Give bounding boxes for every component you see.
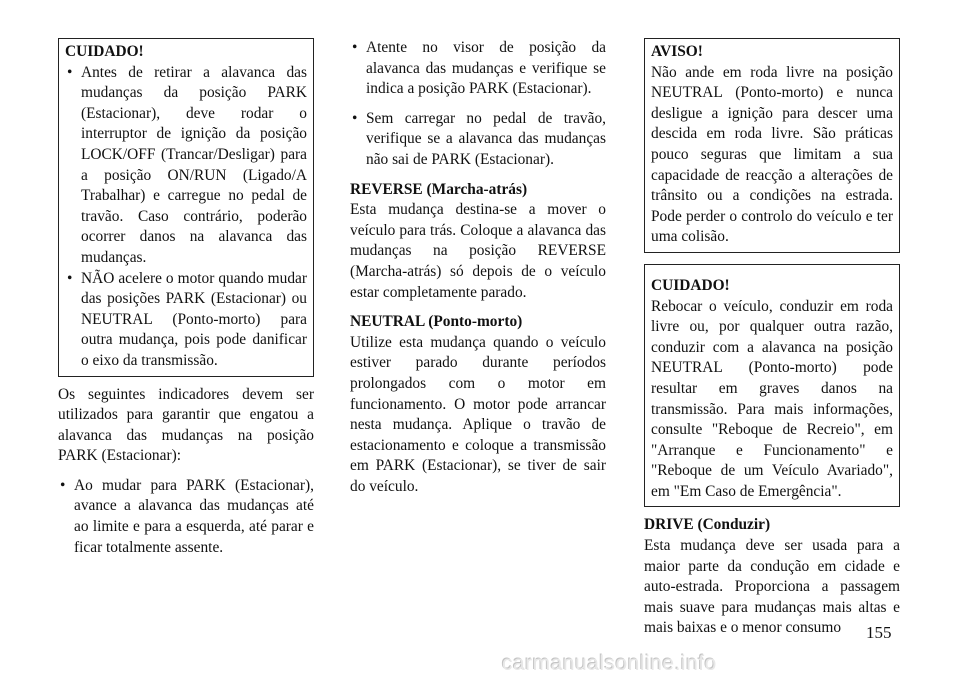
warning-title: AVISO!: [651, 43, 703, 60]
caution-bullet: • Antes de retirar a alavanca das mudanças da posição PARK (Estacionar), deve rodar o interruptor de ignição da posição LOCK/OFF (Trancar/Desligar) para a posição ON/RUN (Ligado/A Trabalhar) e carregue no pedal de travão. Caso contrário, poderão ocorrer danos na alavanca das mudanças.: [65, 63, 307, 269]
caution-text: Rebocar o veículo, conduzir em roda livre ou, por qualquer outra razão, conduzir com a alavanca na posição NEUTRAL (Ponto-morto) pode resultar em graves danos na transmissão. Para mais informações, consulte "Reboque de Recreio", em "Arranque e Funcionamento" e "Reboque de um Veículo Avariado", em "Em Caso de Emergência".: [651, 297, 893, 500]
caution-box: [58, 38, 314, 377]
park-bullet: • Ao mudar para PARK (Estacionar), avance a alavanca das mudanças até ao limite e para a esquerda, até parar e ficar totalmente assente.: [58, 476, 314, 558]
park-check-bullet: • Sem carregar no pedal de travão, verifique se a alavanca das mudanças não sai de PARK (Estacionar).: [350, 109, 606, 171]
reverse-text: Esta mudança destina-se a mover o veículo para trás. Coloque a alavanca das mudanças na posição REVERSE (Marcha-atrás) só depois de o veículo estar completamente parado.: [350, 201, 606, 301]
caution-bullet-list: [65, 63, 307, 372]
neutral-text: Utilize esta mudança quando o veículo estiver parado durante períodos prolongados com o motor em funcionamento. O motor pode arrancar nesta mudança. Aplique o travão de estacionamento e coloque a transmissão em PARK (Estacionar), se tiver de sair do veículo.: [350, 333, 606, 495]
caution-bullet: • NÃO acelere o motor quando mudar das posições PARK (Estacionar) ou NEUTRAL (Ponto-morto) para outra mudança, pois pode danificar o eixo da transmissão.: [65, 269, 307, 372]
page-number: 155: [866, 623, 892, 642]
neutral-heading: NEUTRAL (Ponto-morto): [350, 313, 523, 331]
caution-title: CUIDADO!: [65, 43, 144, 60]
column-1: [58, 0, 314, 567]
watermark: carmanualsonline.info: [502, 652, 717, 675]
drive-heading: DRIVE (Conduzir): [644, 516, 771, 534]
warning-text: Não ande em roda livre na posição NEUTRAL (Ponto-morto) e nunca desligue a ignição para descer uma descida em roda livre. São práticas pouco seguras que limitam a sua capacidade de reacção a alterações de trânsito ou a condições na estrada. Pode perder o controlo do veículo e ter uma colisão.: [651, 63, 893, 246]
reverse-heading: REVERSE (Marcha-atrás): [350, 180, 528, 198]
warning-box: [644, 38, 900, 253]
caution-title: CUIDADO!: [651, 276, 730, 294]
caution-box: [644, 264, 900, 508]
park-indicators-intro: Os seguintes indicadores devem ser utilizados para garantir que engatou a alavanca das mudanças na posição PARK (Estacionar):: [58, 385, 314, 465]
column-2: [350, 38, 606, 497]
park-check-bullet: • Atente no visor de posição da alavanca das mudanças e verifique se indica a posição PARK (Estacionar).: [350, 38, 606, 100]
park-bullet-list: [58, 476, 314, 558]
column-3: [644, 0, 900, 639]
park-check-bullet-list: [350, 38, 606, 171]
drive-text: Esta mudança deve ser usada para a maior parte da condução em cidade e auto-estrada. Proporciona a passagem mais suave para mudanças mais altas e mais baixas e o menor consumo: [644, 537, 900, 637]
